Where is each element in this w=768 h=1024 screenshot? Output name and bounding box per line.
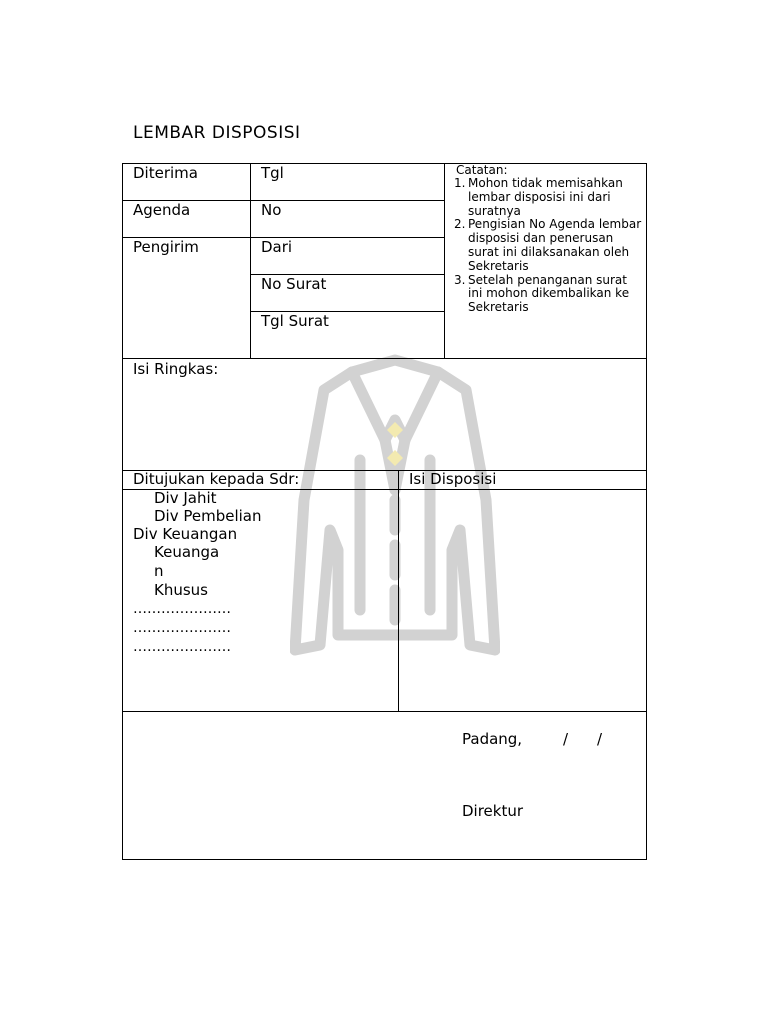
table-top-border <box>122 163 647 164</box>
catatan-item: 1. Mohon tidak memisahkan lembar disposisi ini dari suratnya <box>454 176 623 218</box>
tgl-surat-label: Tgl Surat <box>261 312 329 330</box>
catatan-list <box>454 177 644 315</box>
place-label: Padang, <box>462 730 523 748</box>
pengirim-label: Pengirim <box>133 238 199 256</box>
catatan-item: 2. Pengisian No Agenda lembar disposisi dan penerusan surat ini dilaksanakan oleh Sekretaris <box>454 217 642 273</box>
dotted-line: ………………… <box>133 639 231 655</box>
signatory-label: Direktur <box>462 802 524 820</box>
header-divider-1 <box>250 163 251 358</box>
disposisi-divider <box>398 470 399 711</box>
jacket-watermark-icon <box>290 350 500 660</box>
dari-label: Dari <box>261 238 293 256</box>
dotted-line: ………………… <box>133 620 231 636</box>
header-divider-2 <box>444 163 445 358</box>
table-right-border <box>646 163 647 860</box>
ditujukan-label: Ditujukan kepada Sdr: <box>133 470 300 488</box>
page-title: LEMBAR DISPOSISI <box>133 123 301 143</box>
table-bottom-border <box>122 859 647 860</box>
catatan-item: 3. Setelah penanganan surat ini mohon dikembalikan ke Sekretaris <box>454 272 630 315</box>
date-slash: / <box>563 730 569 748</box>
tgl-label: Tgl <box>261 164 284 182</box>
isi-ringkas-label: Isi Ringkas: <box>133 360 219 378</box>
recipient-item: Keuanga <box>154 543 220 561</box>
diterima-label: Diterima <box>133 164 198 182</box>
recipient-item: Div Jahit <box>154 489 217 507</box>
isi-disposisi-label: Isi Disposisi <box>409 470 497 488</box>
date-slash: / <box>597 730 603 748</box>
table-left-border <box>122 163 123 860</box>
dotted-line: ………………… <box>133 601 231 617</box>
recipient-item: n <box>154 562 164 580</box>
recipient-item: Div Pembelian <box>154 507 262 525</box>
catatan-title: Catatan: <box>456 163 508 177</box>
no-surat-label: No Surat <box>261 275 327 293</box>
recipient-item: Khusus <box>154 581 208 599</box>
section-line <box>122 711 647 712</box>
no-label: No <box>261 201 282 219</box>
section-line <box>122 358 647 359</box>
agenda-label: Agenda <box>133 201 191 219</box>
recipient-item: Div Keuangan <box>133 525 238 543</box>
